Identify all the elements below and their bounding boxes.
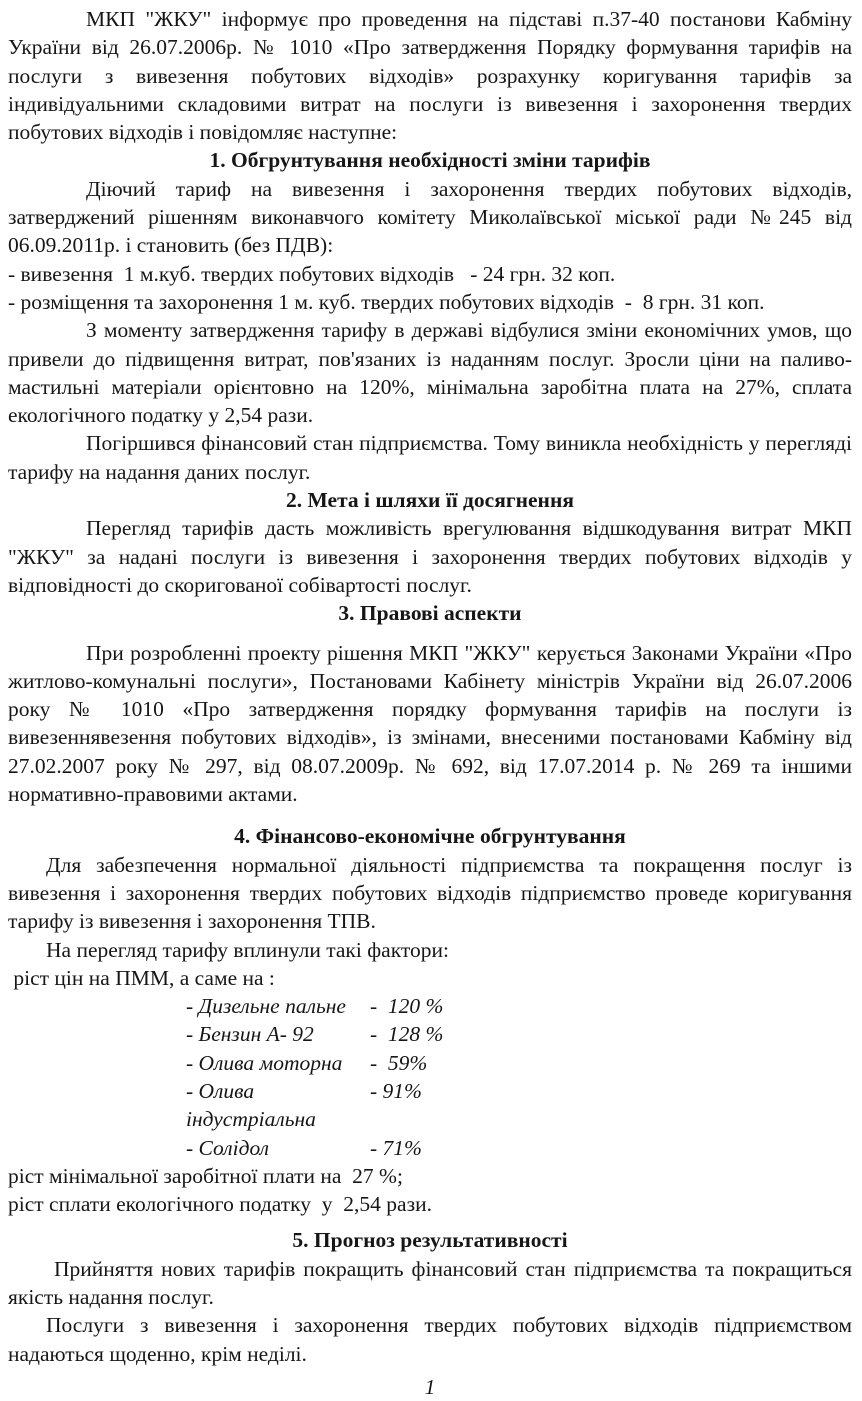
service-schedule-paragraph: Послуги з вивезення і захоронення твердих побутових відходів підприємством надаються щоденно, крім неділі. (8, 1313, 852, 1366)
fuel-item-label: - Бензин А- 92 (186, 1022, 314, 1047)
tariff-item-burial: - розміщення та захоронення 1 м. куб. твердих побутових відходів - 8 грн. 31 коп. (8, 289, 765, 314)
fuel-item-value: - 128 % (370, 1022, 444, 1047)
section-4-heading: 4. Фінансово-економічне обгрунтування (234, 824, 626, 849)
fuel-list-item (8, 1049, 852, 1077)
result-forecast-paragraph: Прийняття нових тарифів покращить фінансовий стан підприємства та покращиться якість надання послуг. (8, 1256, 852, 1310)
section-1-heading: 1. Обгрунтування необхідності зміни тарифів (209, 148, 651, 173)
fuel-list-item (8, 1134, 852, 1162)
economic-changes-paragraph: З моменту затвердження тарифу в державі відбулися зміни економічних умов, що привели до підвищення витрат, пов'язаних із наданням послуг. Зросли ціни на паливо-мастильні матеріали орієнтовно на 120%, мінімальна заробітна плата на 27%, сплата екологічного податку у 2,54 рази. (8, 318, 852, 428)
fuel-item-value: - 71% (370, 1135, 422, 1160)
section-3-heading: 3. Правові аспекти (338, 601, 522, 626)
financial-state-paragraph: Погіршився фінансовий стан підприємства. Тому виникла необхідність у перегляді тарифу на надання даних послуг. (8, 431, 852, 484)
page-number: 1 (424, 1374, 436, 1399)
fuel-item-value: - 91% (370, 1078, 422, 1103)
section-2-heading: 2. Мета і шляхи її досягнення (286, 488, 574, 513)
fuel-item-label: - Солідол (186, 1135, 270, 1160)
fuel-list-item (8, 1077, 852, 1134)
fuel-item-value: - 120 % (370, 994, 444, 1019)
fuel-price-list (8, 992, 852, 1162)
current-tariff-paragraph: Діючий тариф на вивезення і захоронення твердих побутових відходів, затверджений рішенням виконавчого комітету Миколаївської міської ради №245 від 06.09.2011р. і становить (без ПДВ): (8, 176, 852, 258)
fuel-intro-line: ріст цін на ПММ, а саме на : (8, 965, 275, 990)
intro-paragraph: МКП "ЖКУ" інформує про проведення на підставі п.37-40 постанови Кабміну України від 26.07.2006р. № 1010 «Про затвердження Порядку формування тарифів на послуги з вивезення побутових відходів» розрахунку коригування тарифів за індивідуальними складовими витрат на послуги із вивезення і захоронення твердих побутових відходів і повідомляє наступне: (8, 7, 852, 145)
fuel-item-label: - Олива моторна (186, 1050, 343, 1075)
fuel-list-item (8, 1020, 852, 1048)
eco-tax-growth-line: ріст сплати екологічного податку у 2,54 рази. (8, 1192, 432, 1217)
legal-paragraph: При розробленні проекту рішення МКП "ЖКУ" керується Законами України «Про житлово-комунальні послуги», Постановами Кабінету міністрів України від 26.07.2006 року № 1010 «Про затвердження порядку формування тарифів на послуги із вивезеннявезення побутових відходів», із змінами, внесеними постановами Кабміну від 27.02.2007 року № 297, від 08.07.2009р. № 692, від 17.07.2014 р. № 269 та іншими нормативно-правовими актами. (8, 640, 852, 807)
wage-growth-line: ріст мінімальної заробітної плати на 27 %; (8, 1163, 403, 1188)
finance-paragraph: Для забезпечення нормальної діяльності підприємства та покращення послуг із вивезення і захоронення твердих побутових відходів підприємство проведе коригування тарифу із вивезення і захоронення ТПВ. (8, 852, 852, 934)
goal-paragraph: Перегляд тарифів дасть можливість врегулювання відшкодування витрат МКП "ЖКУ" за надані послуги із вивезення і захоронення твердих побутових відходів у відповідності до скоригованої собівартості послуг. (8, 516, 852, 597)
factors-intro-line: На перегляд тарифу вплинули такі фактори: (46, 937, 449, 962)
tariff-item-removal: - вивезення 1 м.куб. твердих побутових відходів - 24 грн. 32 коп. (8, 261, 616, 286)
fuel-item-label: - Олива індустріальна (186, 1078, 316, 1132)
fuel-list-item (8, 992, 852, 1020)
fuel-item-value: - 59% (370, 1050, 428, 1075)
fuel-item-label: - Дизельне пальне (186, 994, 346, 1019)
section-5-heading: 5. Прогноз результативності (292, 1228, 568, 1253)
